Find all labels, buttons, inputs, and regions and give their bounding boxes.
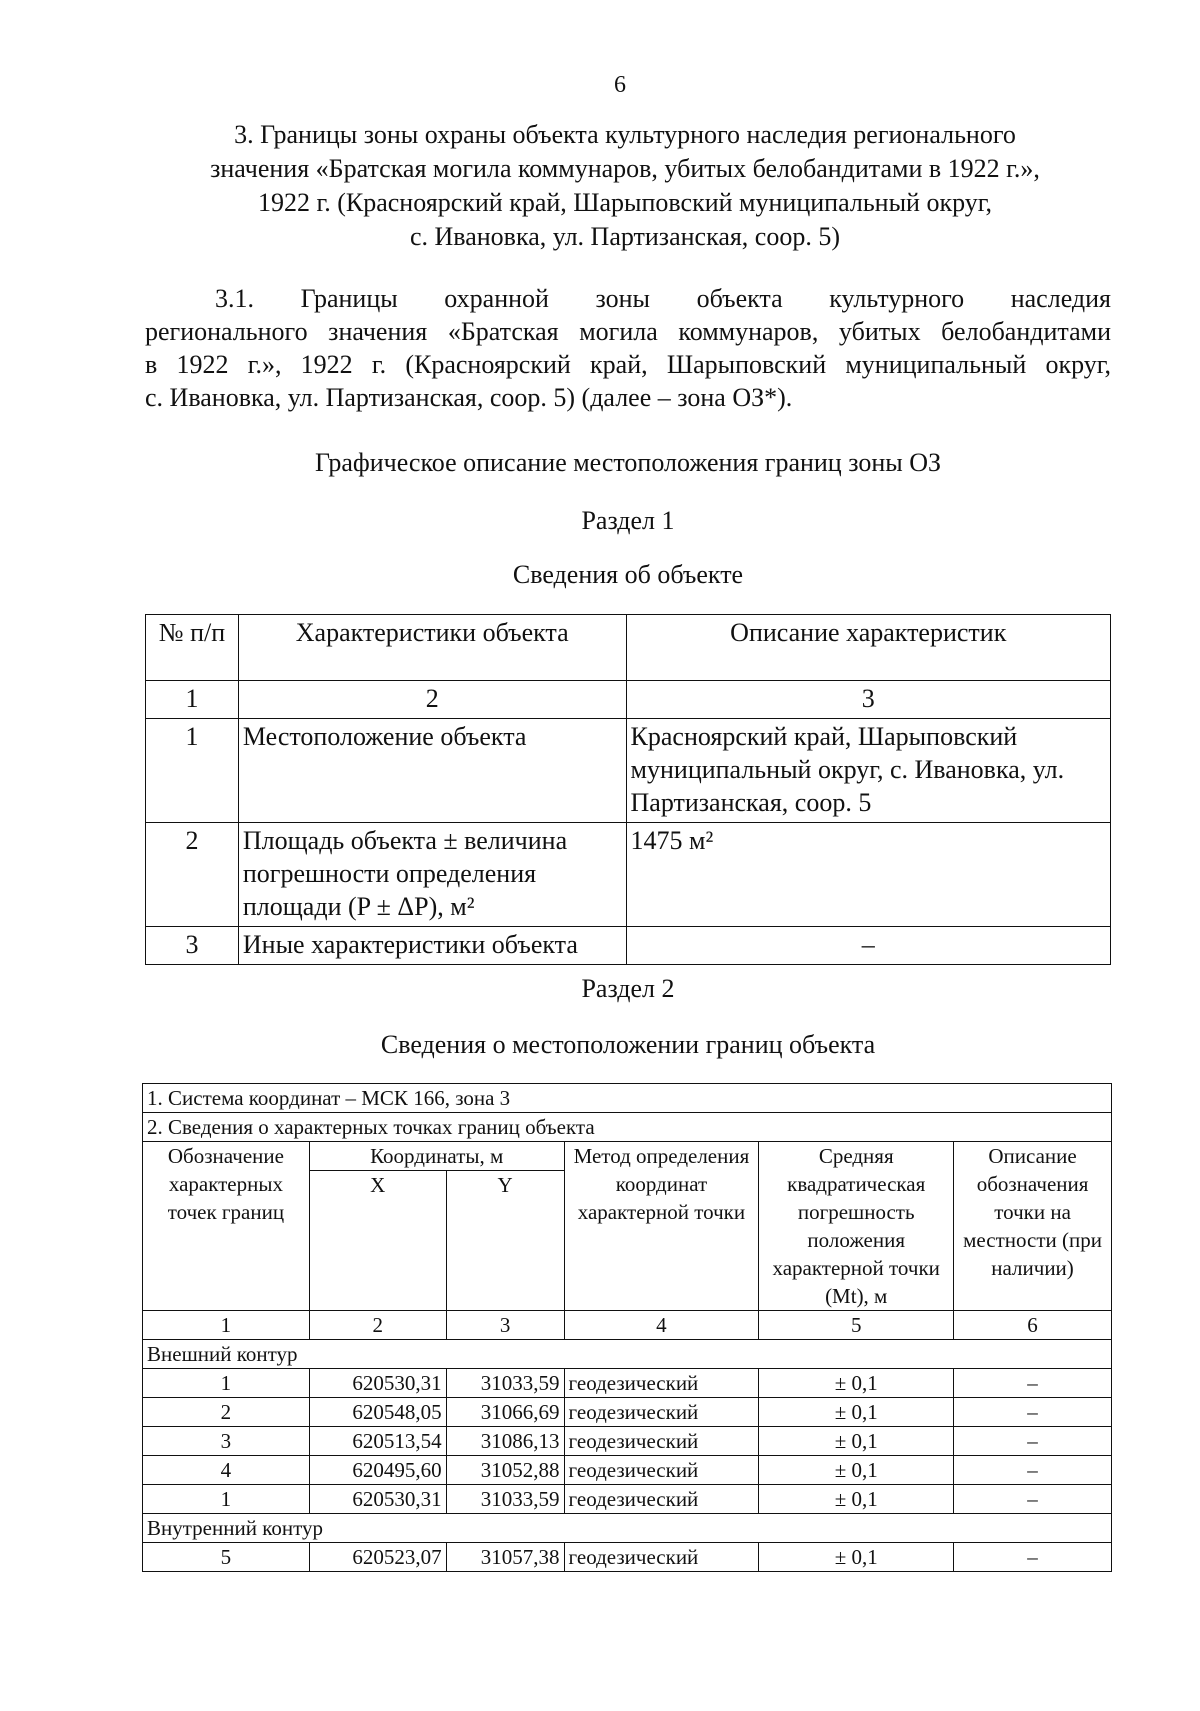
inner-contour-row xyxy=(143,1514,1112,1543)
point-y: 31086,13 xyxy=(446,1427,564,1456)
col-number: 3 xyxy=(626,681,1110,719)
point-error: ± 0,1 xyxy=(759,1427,954,1456)
table-row xyxy=(143,1543,1112,1572)
points-header: 2. Сведения о характерных точках границ объекта xyxy=(143,1113,1112,1142)
points-header-row xyxy=(143,1113,1112,1142)
row-description: – xyxy=(626,927,1110,965)
point-method: геодезический xyxy=(564,1456,759,1485)
header-error: Средняя квадратическая погрешность положения характерной точки (Mt), м xyxy=(759,1142,954,1311)
point-description: – xyxy=(954,1543,1112,1572)
paragraph-line: в 1922 г.», 1922 г. (Красноярский край, Шарыповский муниципальный округ, xyxy=(145,350,1111,379)
point-y: 31052,88 xyxy=(446,1456,564,1485)
page-number: 6 xyxy=(614,72,626,98)
section2-subtitle: Сведения о местоположении границ объекта xyxy=(380,1030,876,1059)
point-method: геодезический xyxy=(564,1369,759,1398)
point-method: геодезический xyxy=(564,1427,759,1456)
point-id: 1 xyxy=(143,1485,310,1514)
heading-line: 3. Границы зоны охраны объекта культурного наследия регионального xyxy=(234,120,1016,149)
point-id: 1 xyxy=(143,1369,310,1398)
point-id: 4 xyxy=(143,1456,310,1485)
table-row xyxy=(143,1427,1112,1456)
point-x: 620523,07 xyxy=(309,1543,446,1572)
coord-system: 1. Система координат – МСК 166, зона 3 xyxy=(143,1084,1112,1113)
header-point-description: Описание обозначения точки на местности (при наличии) xyxy=(954,1142,1112,1311)
table-header-row xyxy=(143,1142,1112,1171)
table-row xyxy=(146,823,1111,927)
header-description: Описание характеристик xyxy=(626,615,1110,681)
col-number: 6 xyxy=(954,1311,1112,1340)
table-header-row xyxy=(146,615,1111,681)
point-y: 31057,38 xyxy=(446,1543,564,1572)
header-characteristic: Характеристики объекта xyxy=(238,615,626,681)
point-x: 620530,31 xyxy=(309,1369,446,1398)
point-description: – xyxy=(954,1398,1112,1427)
point-x: 620513,54 xyxy=(309,1427,446,1456)
point-y: 31033,59 xyxy=(446,1369,564,1398)
point-x: 620530,31 xyxy=(309,1485,446,1514)
point-x: 620548,05 xyxy=(309,1398,446,1427)
point-y: 31033,59 xyxy=(446,1485,564,1514)
col-number: 2 xyxy=(238,681,626,719)
point-y: 31066,69 xyxy=(446,1398,564,1427)
table-numbers-row xyxy=(143,1311,1112,1340)
point-id: 3 xyxy=(143,1427,310,1456)
header-coords: Координаты, м xyxy=(309,1142,564,1171)
graphic-description-title: Графическое описание местоположения границ зоны ОЗ xyxy=(314,448,942,477)
point-description: – xyxy=(954,1427,1112,1456)
section1-subtitle: Сведения об объекте xyxy=(512,560,744,589)
zone-heading xyxy=(150,118,1100,254)
row-num: 2 xyxy=(146,823,239,927)
point-description: – xyxy=(954,1456,1112,1485)
section1-title: Раздел 1 xyxy=(581,506,675,535)
table-row xyxy=(146,719,1111,823)
col-number: 3 xyxy=(446,1311,564,1340)
header-num: № п/п xyxy=(146,615,239,681)
row-description: 1475 м² xyxy=(626,823,1110,927)
col-number: 2 xyxy=(309,1311,446,1340)
col-number: 5 xyxy=(759,1311,954,1340)
row-characteristic: Местоположение объекта xyxy=(238,719,626,823)
row-description: Красноярский край, Шарыповский муниципальный округ, с. Ивановка, ул. Партизанская, соор. 5 xyxy=(626,719,1110,823)
row-num: 1 xyxy=(146,719,239,823)
heading-line: значения «Братская могила коммунаров, убитых белобандитами в 1922 г.», xyxy=(210,154,1040,183)
object-info-table xyxy=(145,614,1111,965)
header-designation: Обозначение характерных точек границ xyxy=(143,1142,310,1311)
table-numbers-row xyxy=(146,681,1111,719)
paragraph-line: регионального значения «Братская могила коммунаров, убитых белобандитами xyxy=(145,317,1111,346)
col-number: 4 xyxy=(564,1311,759,1340)
table-row xyxy=(143,1369,1112,1398)
point-error: ± 0,1 xyxy=(759,1456,954,1485)
outer-contour-row xyxy=(143,1340,1112,1369)
inner-contour-label: Внутренний контур xyxy=(143,1514,1112,1543)
point-x: 620495,60 xyxy=(309,1456,446,1485)
heading-line: с. Ивановка, ул. Партизанская, соор. 5) xyxy=(409,222,841,251)
header-x: X xyxy=(309,1171,446,1311)
paragraph-line: 3.1. Границы охранной зоны объекта культурного наследия xyxy=(215,284,1111,313)
heading-line: 1922 г. (Красноярский край, Шарыповский муниципальный округ, xyxy=(258,188,992,217)
table-row xyxy=(143,1456,1112,1485)
header-method: Метод определения координат характерной точки xyxy=(564,1142,759,1311)
point-id: 5 xyxy=(143,1543,310,1572)
row-characteristic: Иные характеристики объекта xyxy=(238,927,626,965)
point-description: – xyxy=(954,1369,1112,1398)
point-error: ± 0,1 xyxy=(759,1369,954,1398)
section2-title: Раздел 2 xyxy=(581,974,675,1003)
boundary-points-table xyxy=(142,1083,1112,1572)
table-row xyxy=(143,1398,1112,1427)
outer-contour-label: Внешний контур xyxy=(143,1340,1112,1369)
table-row xyxy=(146,927,1111,965)
coord-system-row xyxy=(143,1084,1112,1113)
table-row xyxy=(143,1485,1112,1514)
point-error: ± 0,1 xyxy=(759,1543,954,1572)
col-number: 1 xyxy=(146,681,239,719)
zone-paragraph xyxy=(145,282,1111,414)
row-num: 3 xyxy=(146,927,239,965)
header-y: Y xyxy=(446,1171,564,1311)
point-method: геодезический xyxy=(564,1398,759,1427)
paragraph-line: с. Ивановка, ул. Партизанская, соор. 5) (далее – зона ОЗ*). xyxy=(145,383,793,412)
point-error: ± 0,1 xyxy=(759,1485,954,1514)
col-number: 1 xyxy=(143,1311,310,1340)
point-method: геодезический xyxy=(564,1485,759,1514)
row-characteristic: Площадь объекта ± величина погрешности определения площади (P ± ΔP), м² xyxy=(238,823,626,927)
point-description: – xyxy=(954,1485,1112,1514)
point-id: 2 xyxy=(143,1398,310,1427)
point-error: ± 0,1 xyxy=(759,1398,954,1427)
point-method: геодезический xyxy=(564,1543,759,1572)
